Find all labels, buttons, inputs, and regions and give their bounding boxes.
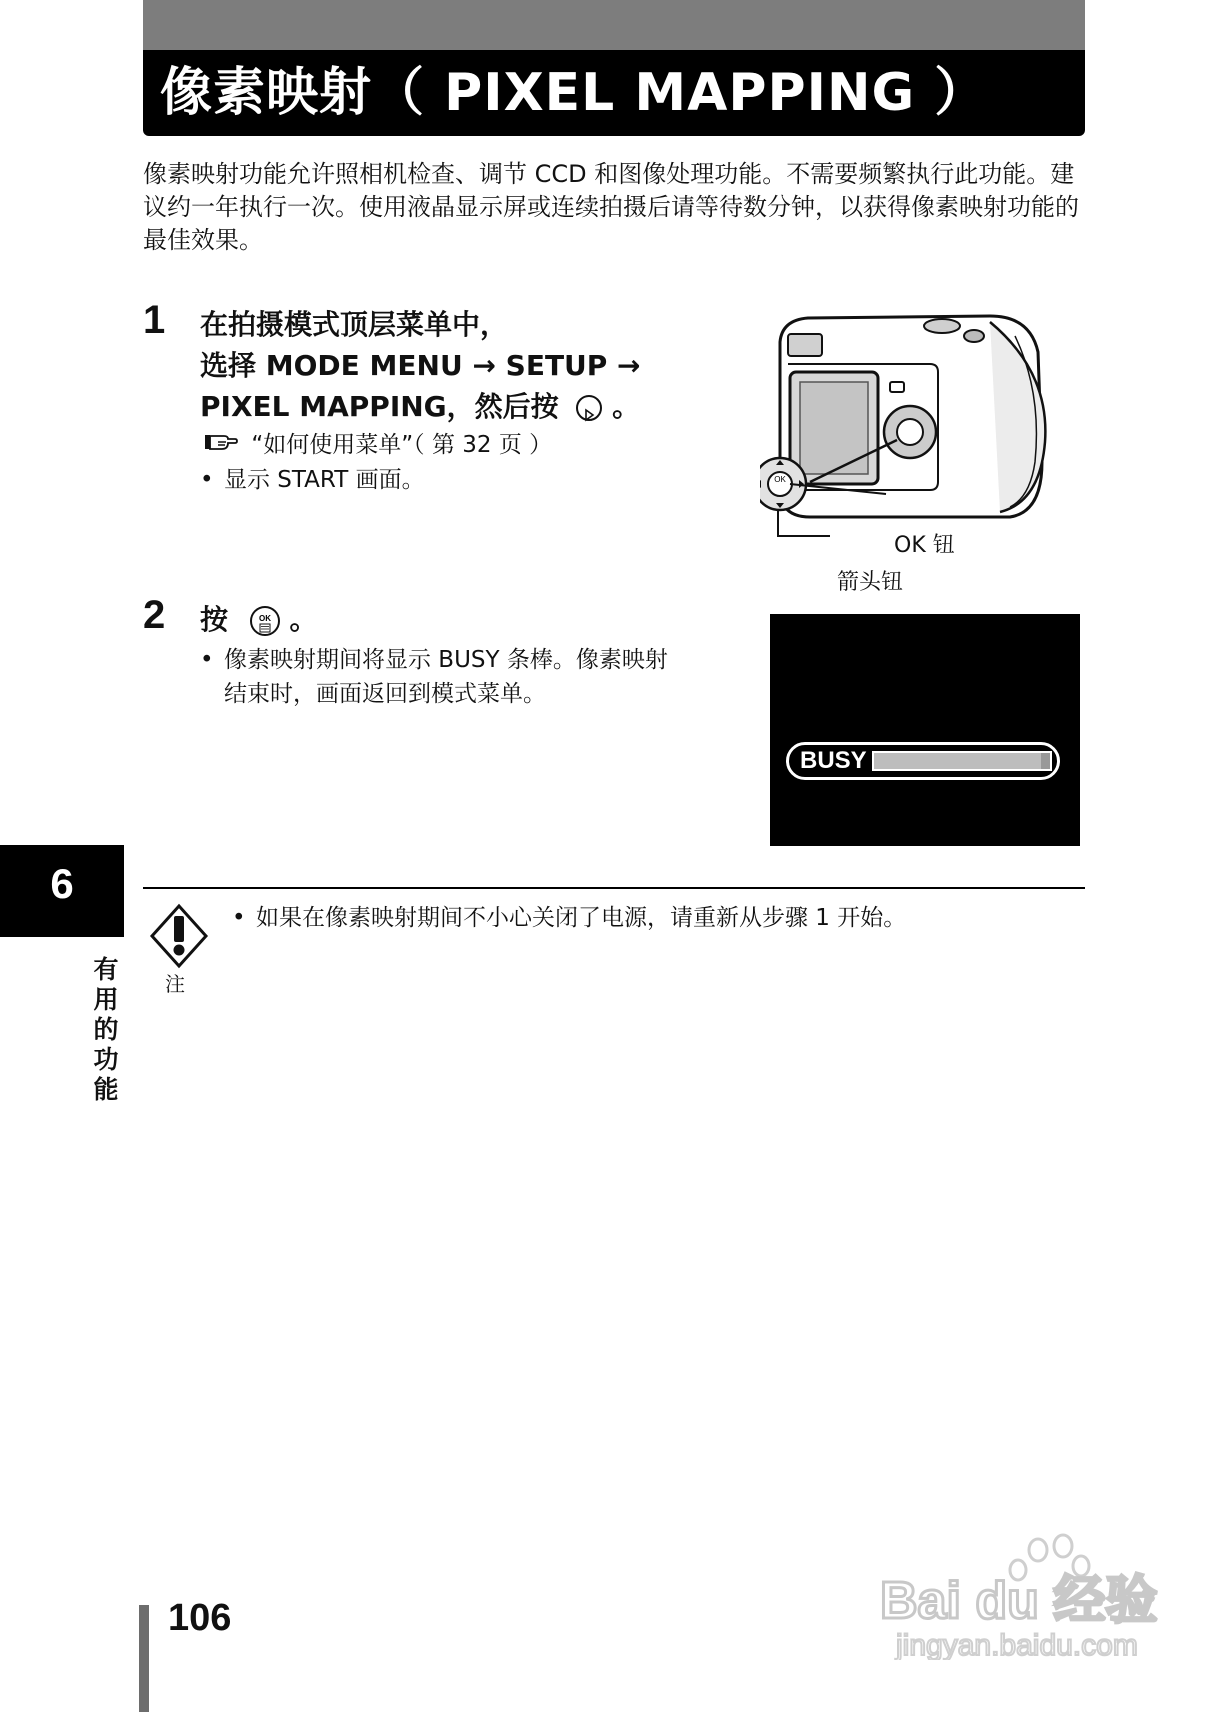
arrow-pad-label: 箭头钮 bbox=[837, 570, 904, 595]
ok-button-label: OK 钮 bbox=[894, 533, 955, 558]
page-number: 106 bbox=[168, 1597, 232, 1639]
step-2-heading-end: 。 bbox=[289, 603, 318, 636]
note-label: 注 bbox=[165, 972, 185, 996]
section-divider bbox=[143, 887, 1085, 889]
chapter-number: 6 bbox=[50, 860, 74, 907]
step-2-bullet-line-2: 结束时，画面返回到模式菜单。 bbox=[224, 681, 546, 707]
step-1-bullet-text: 显示 START 画面。 bbox=[224, 467, 425, 493]
step-2-heading bbox=[200, 600, 318, 640]
reference-text: “如何使用菜单”（ 第 32 页 ） bbox=[251, 432, 553, 458]
step-2-number: 2 bbox=[143, 593, 166, 637]
step-1-line-3-text: PIXEL MAPPING，然后按 bbox=[200, 390, 559, 423]
bullet-marker: • bbox=[232, 905, 246, 931]
note-text bbox=[232, 903, 906, 933]
reference-hand-icon bbox=[204, 431, 238, 461]
ok-button-icon bbox=[250, 606, 280, 636]
busy-label: BUSY bbox=[800, 747, 867, 774]
step-1-heading-line-1: 在拍摄模式顶层菜单中， bbox=[200, 308, 509, 341]
baidu-watermark-logo bbox=[868, 1530, 1208, 1660]
intro-paragraph: 像素映射功能允许照相机检查、调节 CCD 和图像处理功能。不需要频繁执行此功能。建议约一年执行一次。使用液晶显示屏或连续拍摄后请等待数分钟，以获得像素映射功能的最佳效果。 bbox=[143, 160, 1079, 254]
step-2-heading-text: 按 bbox=[200, 603, 229, 636]
watermark-url: jingyan.baidu.com bbox=[896, 1629, 1138, 1660]
step-1-heading-line-3 bbox=[200, 387, 640, 427]
lcd-screen bbox=[770, 614, 1080, 846]
ok-text: OK bbox=[258, 614, 271, 623]
step-1-reference bbox=[204, 430, 552, 461]
step-2-bullet bbox=[200, 643, 745, 711]
bullet-marker: • bbox=[200, 647, 214, 673]
step-1-bullet bbox=[200, 465, 425, 495]
svg-text:OK: OK bbox=[774, 475, 786, 484]
dpad-right-icon bbox=[576, 395, 602, 421]
step-1-line-3-end: 。 bbox=[612, 390, 641, 423]
footer-bar bbox=[139, 1605, 149, 1712]
page-title: 像素映射（ PIXEL MAPPING ） bbox=[160, 63, 988, 123]
bullet-marker: • bbox=[200, 467, 214, 493]
watermark-brand: Bai du 经验 bbox=[880, 1572, 1158, 1630]
header-bar bbox=[143, 0, 1085, 50]
step-2-bullet-line-1: 像素映射期间将显示 BUSY 条棒。像素映射 bbox=[224, 647, 668, 673]
step-1-number: 1 bbox=[143, 298, 166, 342]
chapter-title: 有用的功能 bbox=[93, 955, 119, 1104]
step-1-heading-line-2: 选择 MODE MENU → SETUP → bbox=[200, 349, 641, 382]
busy-progress-fill bbox=[874, 753, 1041, 769]
note-text-content: 如果在像素映射期间不小心关闭了电源，请重新从步骤 1 开始。 bbox=[256, 905, 907, 931]
